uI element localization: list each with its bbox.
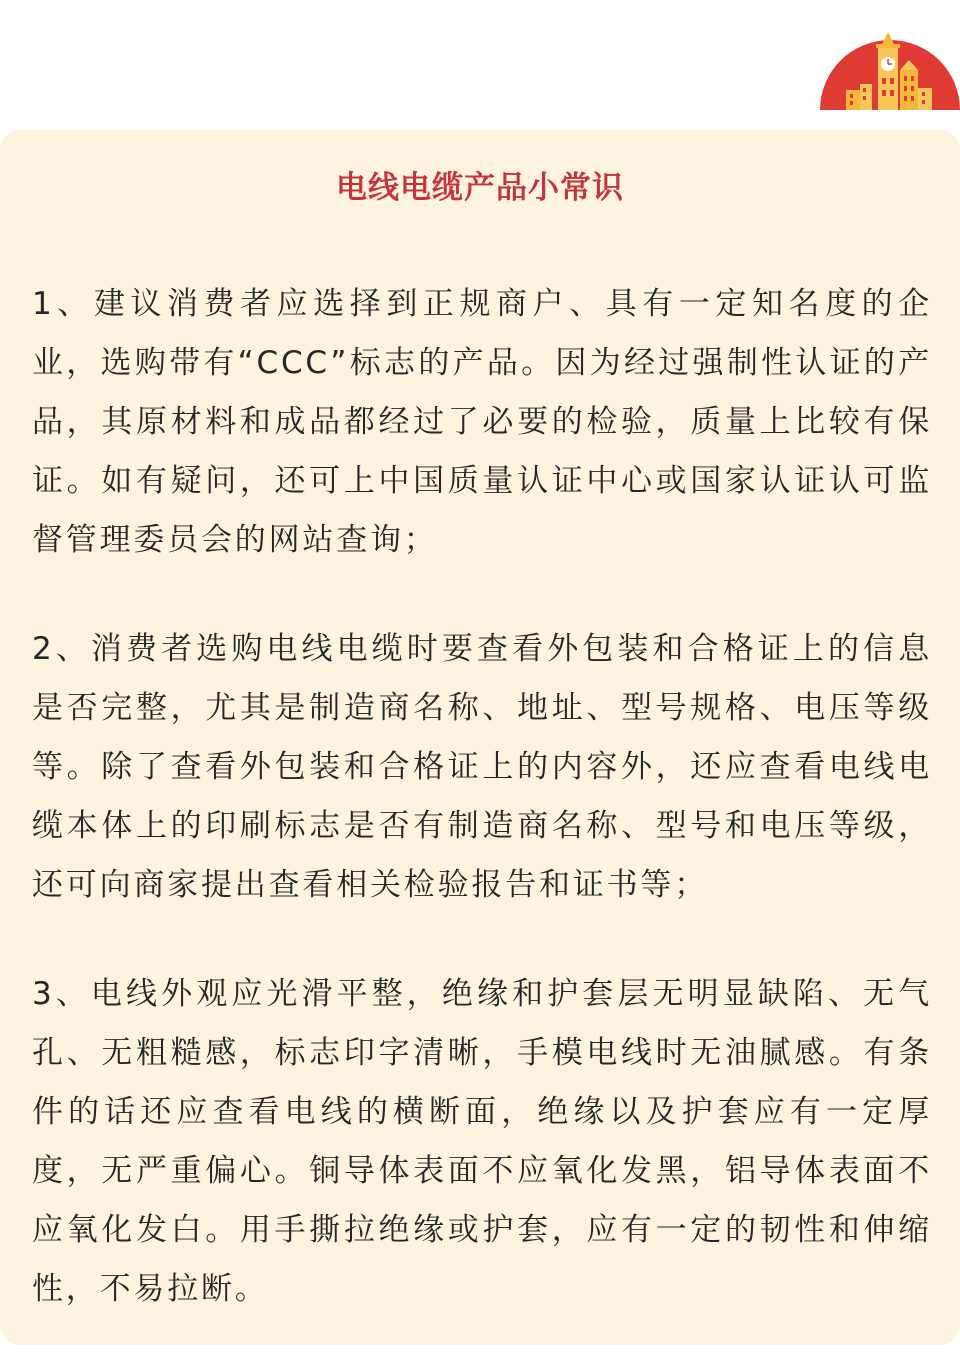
paragraph-3: 3、电线外观应光滑平整，绝缘和护套层无明显缺陷、无气孔、无粗糙感，标志印字清晰，手模电线时无油腻感。有条件的话还应查看电线的横断面，绝缘以及护套应有一定厚度，无严重偏心。铜导体表面不应氧化发黑，铝导体表面不应氧化发白。用手撕拉绝缘或护套，应有一定的韧性和伸缩性，不易拉断。 <box>32 976 932 1307</box>
clock-tower-city-icon <box>820 30 960 110</box>
paragraph-1: 1、建议消费者应选择到正规商户、具有一定知名度的企业，选购带有“CCC”标志的产品。因为经过强制性认证的产品，其原材料和成品都经过了必要的检验，质量上比较有保证。如有疑问，还可上中国质量认证中心或国家认证认可监督管理委员会的网站查询； <box>32 286 932 558</box>
card-title: 电线电缆产品小常识 <box>336 170 624 206</box>
paragraph-2: 2、消费者选购电线电缆时要查看外包装和合格证上的信息是否完整，尤其是制造商名称、地址、型号规格、电压等级等。除了查看外包装和合格证上的内容外，还应查看电线电缆本体上的印刷标志是否有制造商名称、型号和电压等级，还可向商家提出查看相关检验报告和证书等； <box>32 631 932 903</box>
